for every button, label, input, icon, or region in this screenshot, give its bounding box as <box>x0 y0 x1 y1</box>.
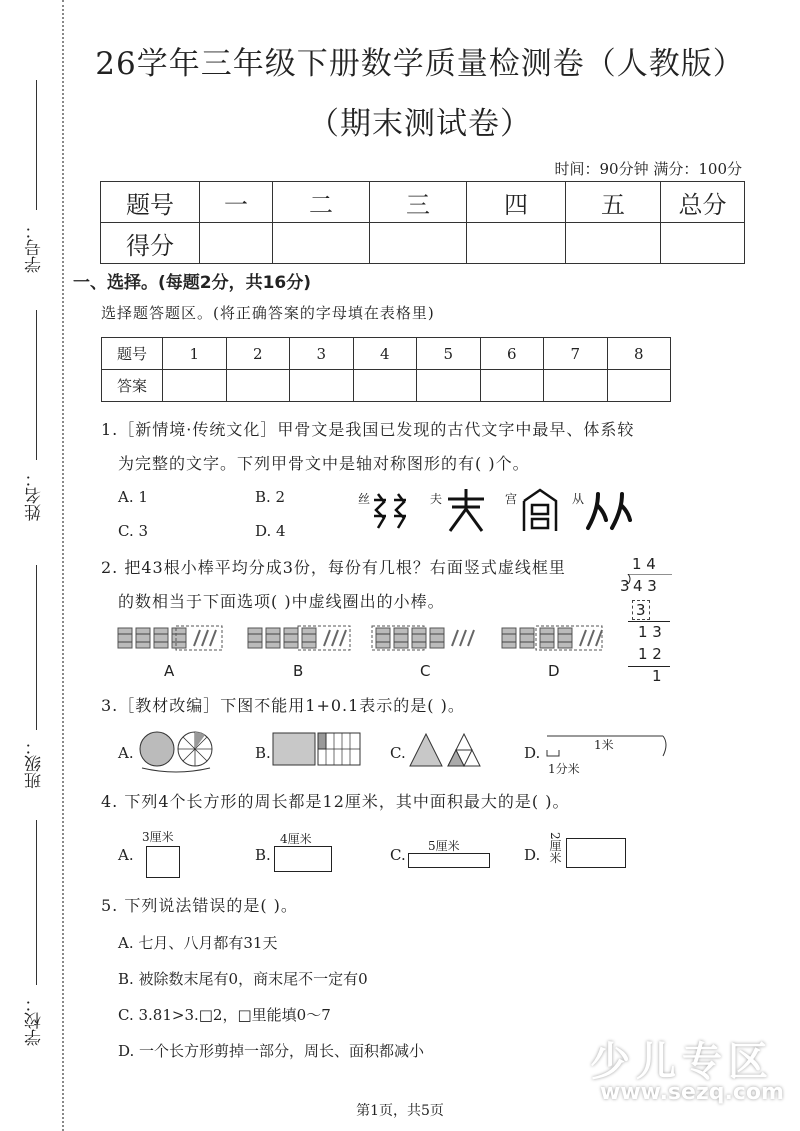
class-label: 班级： <box>25 738 45 789</box>
name-line <box>36 310 37 460</box>
answer-number: 4 <box>353 338 417 370</box>
score-header-cell: 题号 <box>101 182 200 223</box>
q2-label-d: D <box>548 662 560 680</box>
q5-line1: 5. 下列说法错误的是( )。 <box>101 896 298 915</box>
page-title: 26学年三年级下册数学质量检测卷（人教版） <box>95 46 745 82</box>
answer-table <box>101 337 671 402</box>
score-input-cell[interactable] <box>661 223 745 264</box>
q5-option-b: B. 被除数末尾有0，商末尾不一定有0 <box>118 970 368 988</box>
section-note: 选择题答题区。(将正确答案的字母填在表格里) <box>101 304 435 322</box>
answer-number: 3 <box>290 338 354 370</box>
score-input-cell[interactable] <box>467 223 566 264</box>
q1-option-a: A. 1 <box>118 488 148 506</box>
score-input-cell[interactable] <box>566 223 661 264</box>
division-boxed: 3 <box>632 600 650 620</box>
student-id-label: 学号： <box>25 222 45 273</box>
q4-rect-b <box>274 846 332 872</box>
q4-dim-a: 3厘米 <box>142 830 174 844</box>
q4-dim-c: 5厘米 <box>428 839 460 853</box>
q3-d-label-decimeter: 1分米 <box>548 762 580 776</box>
q4-option-b: B. <box>255 846 271 864</box>
q3-d-label-meter: 1米 <box>594 738 614 752</box>
answer-cell[interactable] <box>480 370 544 402</box>
division-divisor: 3 <box>620 577 630 595</box>
division-dividend: 4 3 <box>633 577 657 595</box>
answer-number: 2 <box>226 338 290 370</box>
q2-line1: 2. 把43根小棒平均分成3份，每份有几根？右面竖式虚线框里 <box>101 558 566 577</box>
q5-option-c: C. 3.81>3.□2，□里能填0～7 <box>118 1006 331 1024</box>
sticks-option-a <box>118 626 222 650</box>
score-header-cell: 四 <box>467 182 566 223</box>
answer-number: 1 <box>163 338 227 370</box>
score-header-cell: 总分 <box>661 182 745 223</box>
q4-line1: 4. 下列4个长方形的周长都是12厘米，其中面积最大的是( )。 <box>101 792 570 811</box>
answer-cell[interactable] <box>353 370 417 402</box>
oracle-glyph-cong-icon <box>584 488 636 534</box>
q3-figure-c <box>408 730 484 770</box>
answer-number: 5 <box>417 338 481 370</box>
q4-rect-c <box>408 853 490 868</box>
q1-option-b: B. 2 <box>255 488 286 506</box>
q1-line1: 1.［新情境·传统文化］甲骨文是我国已发现的古代文字中最早、体系较 <box>101 420 635 439</box>
score-header-cell: 五 <box>566 182 661 223</box>
answer-number: 7 <box>544 338 608 370</box>
score-row-label: 得分 <box>101 223 200 264</box>
answer-cell[interactable] <box>607 370 671 402</box>
q5-option-a: A. 七月、八月都有31天 <box>118 934 278 952</box>
name-label: 姓名： <box>25 470 45 521</box>
time-info: 时间：90分钟 满分：100分 <box>554 160 742 178</box>
page-footer: 第1页，共5页 <box>356 1103 444 1119</box>
glyph-label: 夫 <box>430 492 443 506</box>
q1-option-d: D. 4 <box>255 522 286 540</box>
class-line <box>36 565 37 730</box>
q4-option-c: C. <box>390 846 406 864</box>
school-label: 学校： <box>25 995 45 1046</box>
score-input-cell[interactable] <box>273 223 370 264</box>
answer-number: 6 <box>480 338 544 370</box>
q2-label-a: A <box>164 662 175 680</box>
q4-option-d: D. <box>524 846 541 864</box>
q4-option-a: A. <box>118 846 134 864</box>
student-id-line <box>36 80 37 210</box>
q1-line2: 为完整的文字。下列甲骨文中是轴对称图形的有( )个。 <box>118 454 530 473</box>
score-header-cell: 二 <box>273 182 370 223</box>
division-r2: 1 2 <box>638 645 662 663</box>
score-input-cell[interactable] <box>370 223 467 264</box>
oracle-glyph-gong-icon <box>520 487 560 533</box>
score-input-cell[interactable] <box>200 223 273 264</box>
glyph-label: 丝 <box>358 492 371 506</box>
division-bracket <box>626 574 676 584</box>
answer-cell[interactable] <box>417 370 481 402</box>
watermark-brand: 少儿专区 <box>590 1039 774 1085</box>
section-heading: 一、选择。(每题2分，共16分) <box>73 273 312 293</box>
answer-cell[interactable] <box>544 370 608 402</box>
page-subtitle: （期末测试卷） <box>308 106 532 142</box>
q3-option-d: D. <box>524 744 541 762</box>
oracle-glyph-fu-icon <box>444 487 488 535</box>
q1-option-c: C. 3 <box>118 522 149 540</box>
division-quotient: 1 4 <box>632 555 656 573</box>
oracle-glyph-si-icon <box>370 490 410 534</box>
stick-options-figure <box>100 622 630 656</box>
watermark-url: www.sezq.com <box>600 1080 784 1105</box>
division-rule <box>628 621 670 622</box>
division-remainder: 1 <box>652 667 662 685</box>
division-rule <box>628 666 670 667</box>
answer-header-label: 题号 <box>102 338 163 370</box>
answer-cell[interactable] <box>163 370 227 402</box>
glyph-label: 宫 <box>505 492 518 506</box>
school-line <box>36 820 37 985</box>
glyph-label: 从 <box>572 492 585 506</box>
fold-line <box>62 0 64 1131</box>
score-table <box>100 181 745 264</box>
q3-figure-b <box>272 732 362 768</box>
q3-line1: 3.［教材改编］下图不能用1+0.1表示的是( )。 <box>101 696 465 715</box>
answer-cell[interactable] <box>290 370 354 402</box>
answer-number: 8 <box>607 338 671 370</box>
q4-dim-b: 4厘米 <box>280 832 312 846</box>
answer-cell[interactable] <box>226 370 290 402</box>
q4-rect-a <box>146 846 180 878</box>
score-header-cell: 一 <box>200 182 273 223</box>
q4-rect-d <box>566 838 626 868</box>
q5-option-d: D. 一个长方形剪掉一部分，周长、面积都减小 <box>118 1042 425 1060</box>
q2-line2: 的数相当于下面选项( )中虚线圈出的小棒。 <box>118 592 445 611</box>
q2-label-c: C <box>420 662 431 680</box>
q3-option-a: A. <box>118 744 134 762</box>
score-header-cell: 三 <box>370 182 467 223</box>
q3-option-b: B. <box>255 744 271 762</box>
division-r1: 1 3 <box>638 623 662 641</box>
q2-label-b: B <box>293 662 304 680</box>
q4-dim-d: 2厘米 <box>548 832 562 864</box>
q3-figure-a <box>138 730 218 774</box>
answer-row-label: 答案 <box>102 370 163 402</box>
q3-option-c: C. <box>390 744 406 762</box>
